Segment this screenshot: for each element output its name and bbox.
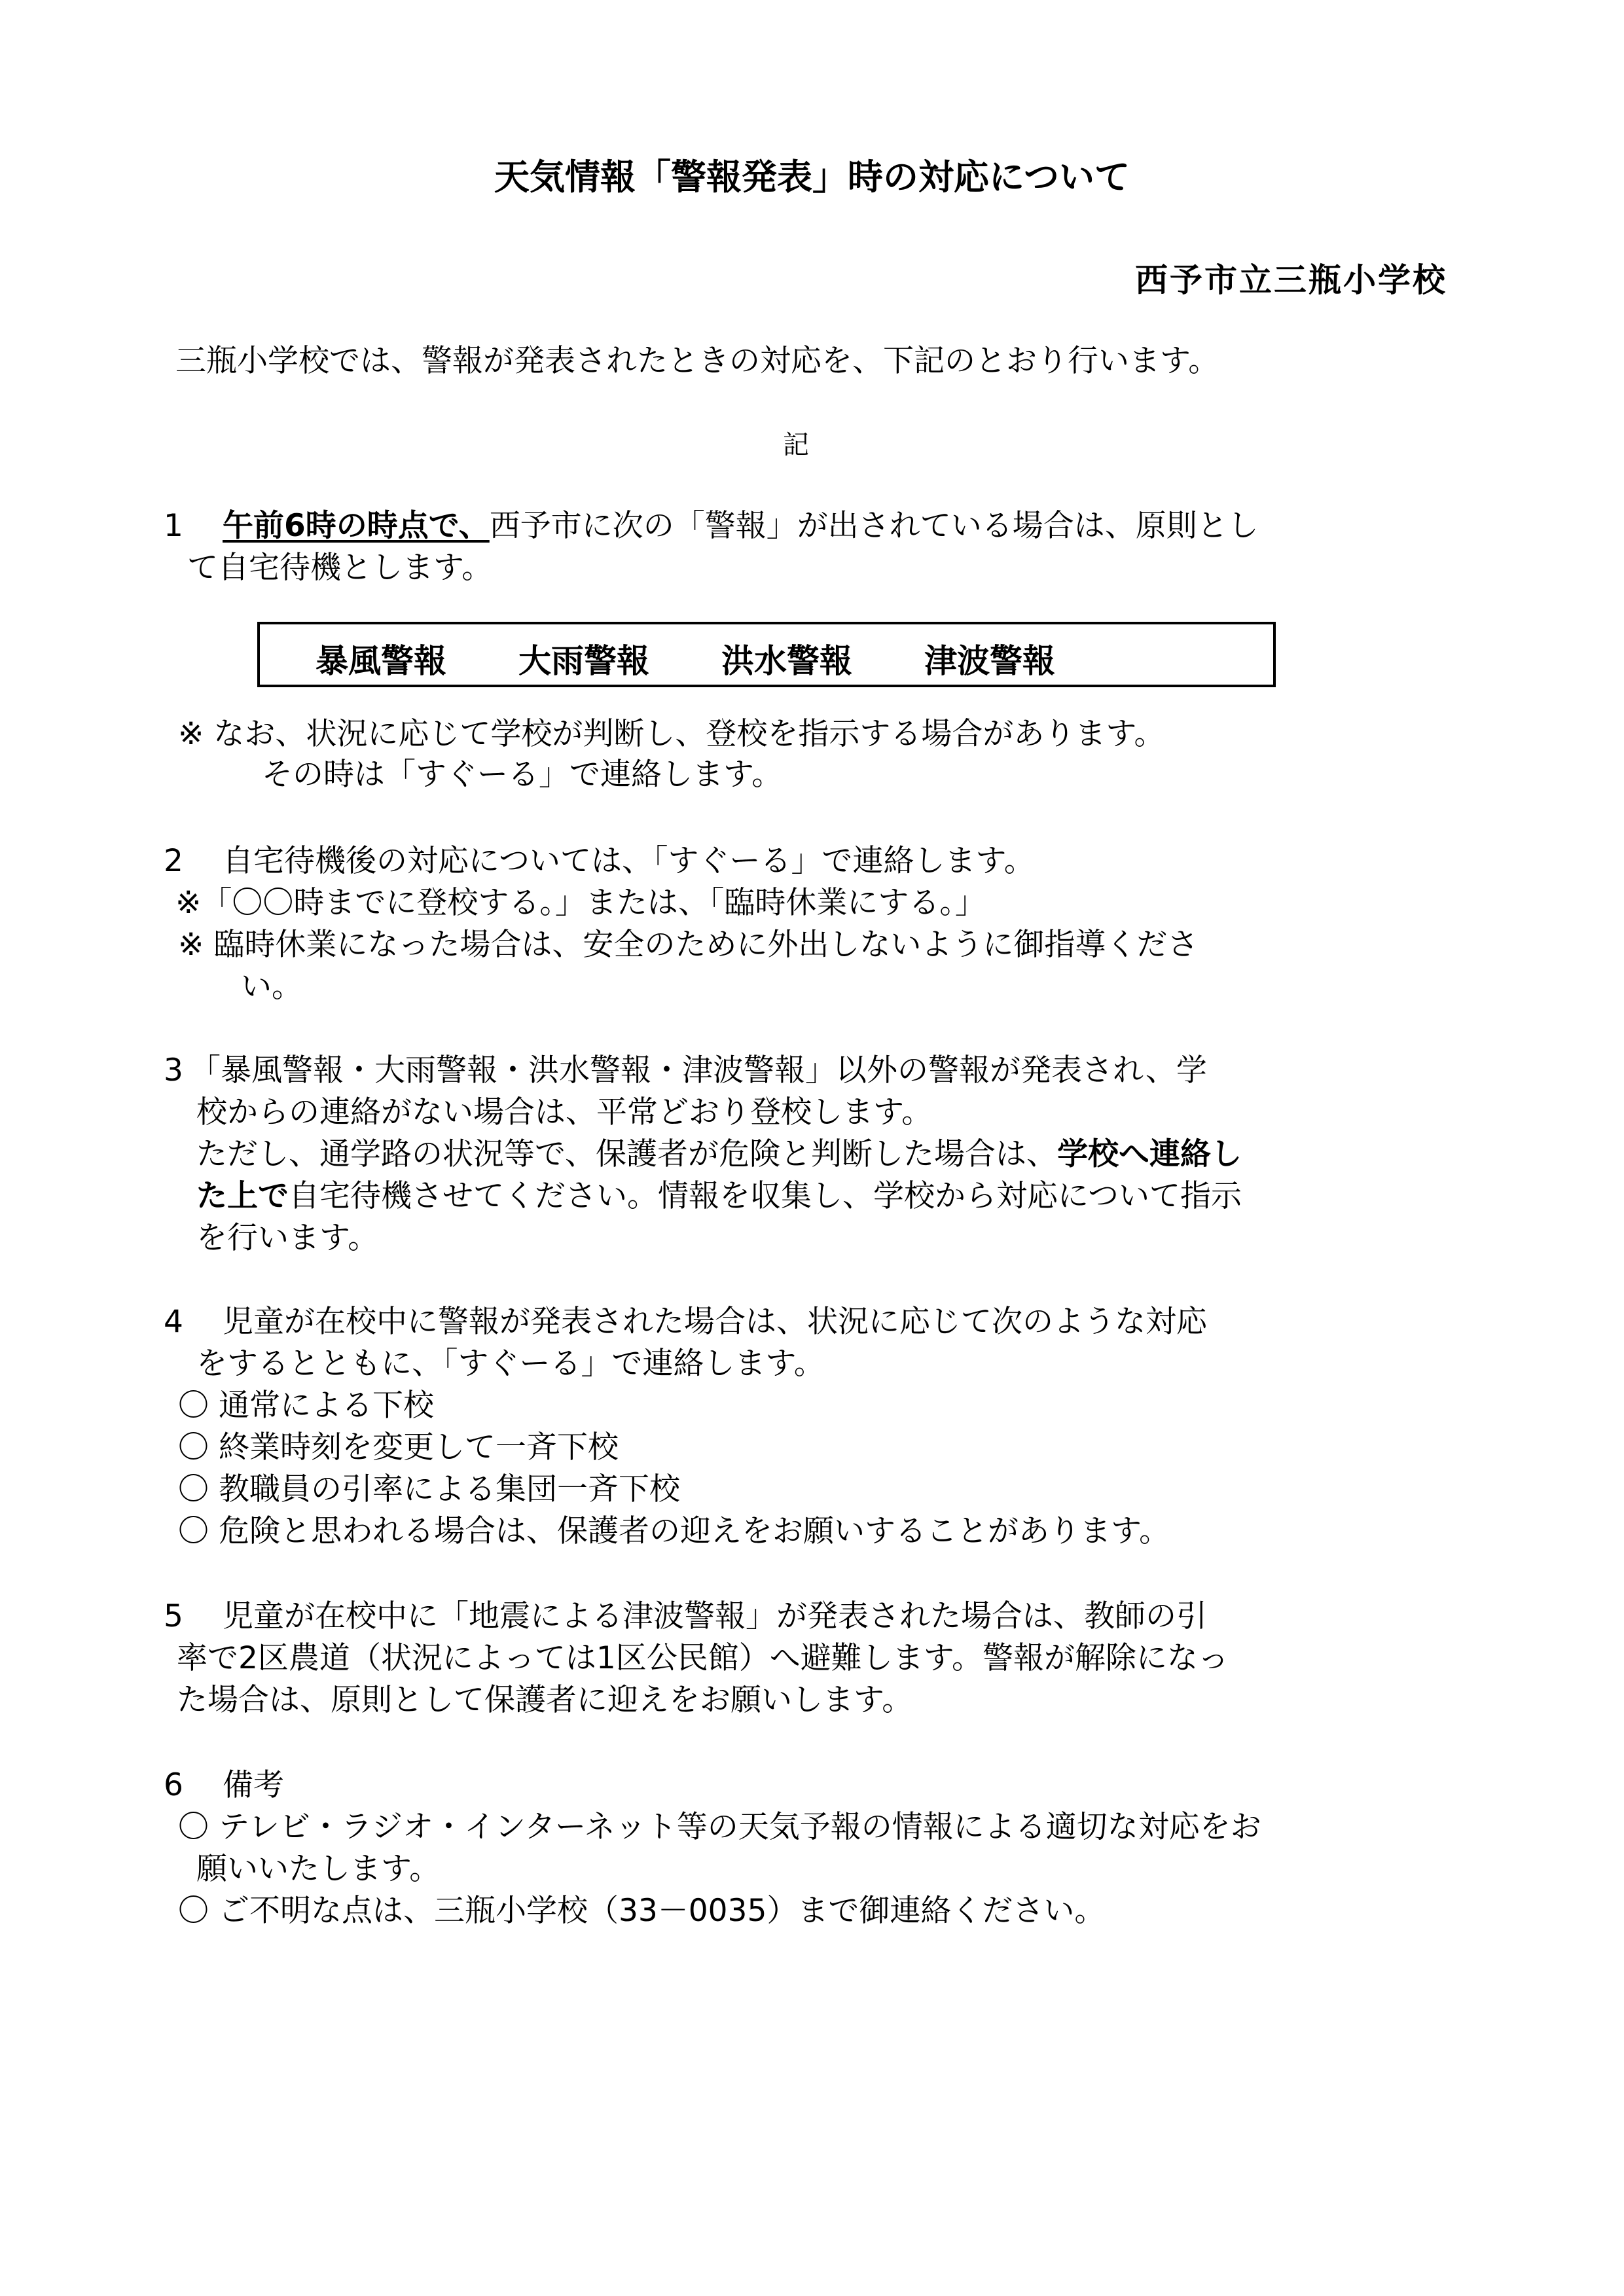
intro-text: 三瓶小学校では、警報が発表されたときの対応を、下記のとおり行います。 [175, 343, 1219, 379]
section-2-number: 2 [164, 843, 183, 879]
section-3-line-3a: ただし、通学路の状況等で、保護者が危険と判断した場合は、 [196, 1136, 1058, 1172]
section-4-number: 4 [164, 1304, 183, 1340]
section-5-line-3: た場合は、原則として保護者に迎えをお願いします。 [177, 1682, 913, 1718]
warning-flood: 洪水警報 [721, 642, 852, 680]
warning-tsunami: 津波警報 [924, 642, 1055, 680]
section-5-line-2: 率で2区農道（状況によっては1区公民館）へ避難します。警報が解除になっ [177, 1640, 1229, 1676]
warning-box [257, 622, 1276, 687]
page-title: 天気情報「警報発表」時の対応について [494, 156, 1130, 198]
section-2-text: 自宅待機後の対応については、「すぐーる」で連絡します。 [223, 843, 1035, 879]
school-name: 西予市立三瓶小学校 [1135, 261, 1447, 299]
section-3-bold-1: 学校へ連絡し [1057, 1136, 1242, 1172]
section-4-line-1: 児童が在校中に警報が発表された場合は、状況に応じて次のような対応 [223, 1304, 1207, 1340]
section-2-note-2-cont: い。 [241, 969, 302, 1005]
section-3-line-1: 「暴風警報・大雨警報・洪水警報・津波警報」以外の警報が発表され、学 [190, 1052, 1207, 1088]
section-5-line-1: 児童が在校中に「地震による津波警報」が発表された場合は、教師の引 [223, 1598, 1207, 1634]
section-3-line-4b: 自宅待機させてください。情報を収集し、学校から対応について指示 [289, 1178, 1242, 1214]
section-2-note-2: ※ 臨時休業になった場合は、安全のために外出しないように御指導くださ [178, 927, 1199, 963]
section-1-number: 1 [164, 508, 183, 544]
warning-heavy-rain: 大雨警報 [518, 642, 649, 680]
section-3-line-4 [196, 1175, 1242, 1217]
section-1-note-1: ※ なお、状況に応じて学校が判断し、登校を指示する場合があります。 [178, 716, 1165, 752]
section-4-item-4: 〇 危険と思われる場合は、保護者の迎えをお願いすることがあります。 [178, 1513, 1170, 1549]
section-5-number: 5 [164, 1598, 183, 1634]
section-6-item-1: 〇 テレビ・ラジオ・インターネット等の天気予報の情報による適切な対応をお [178, 1809, 1261, 1845]
section-4-item-1: 〇 通常による下校 [178, 1388, 434, 1424]
section-3-line-3 [196, 1134, 1242, 1175]
section-1-line-2: て自宅待機とします。 [187, 550, 493, 586]
section-1-bold: 午前6時の時点で、 [223, 508, 490, 544]
section-3-bold-2: た上で [196, 1178, 289, 1214]
section-4-item-3: 〇 教職員の引率による集団一斉下校 [178, 1471, 680, 1507]
section-2-note-1: ※「〇〇時までに登校する。」または、「臨時休業にする。」 [175, 885, 986, 921]
section-6-title: 備考 [223, 1767, 284, 1803]
section-6-number: 6 [164, 1767, 183, 1803]
ki-marker: 記 [783, 430, 809, 460]
section-3-line-2: 校からの連絡がない場合は、平常どおり登校します。 [196, 1094, 933, 1130]
section-1-note-2: その時は「すぐーる」で連絡します。 [262, 757, 783, 793]
section-6-item-2: 〇 ご不明な点は、三瓶小学校（33－0035）まで御連絡ください。 [178, 1893, 1106, 1929]
section-1-line-1 [223, 505, 1259, 547]
section-3-line-5: を行います。 [196, 1220, 379, 1256]
warning-storm: 暴風警報 [316, 642, 446, 680]
section-4-line-2: をするとともに、「すぐーる」で連絡します。 [196, 1346, 825, 1382]
section-6-item-1-cont: 願いいたします。 [196, 1851, 441, 1887]
section-1-rest: 西予市に次の「警報」が出されている場合は、原則とし [489, 508, 1259, 544]
section-3-number: 3 [164, 1052, 183, 1088]
section-4-item-2: 〇 終業時刻を変更して一斉下校 [178, 1429, 619, 1465]
